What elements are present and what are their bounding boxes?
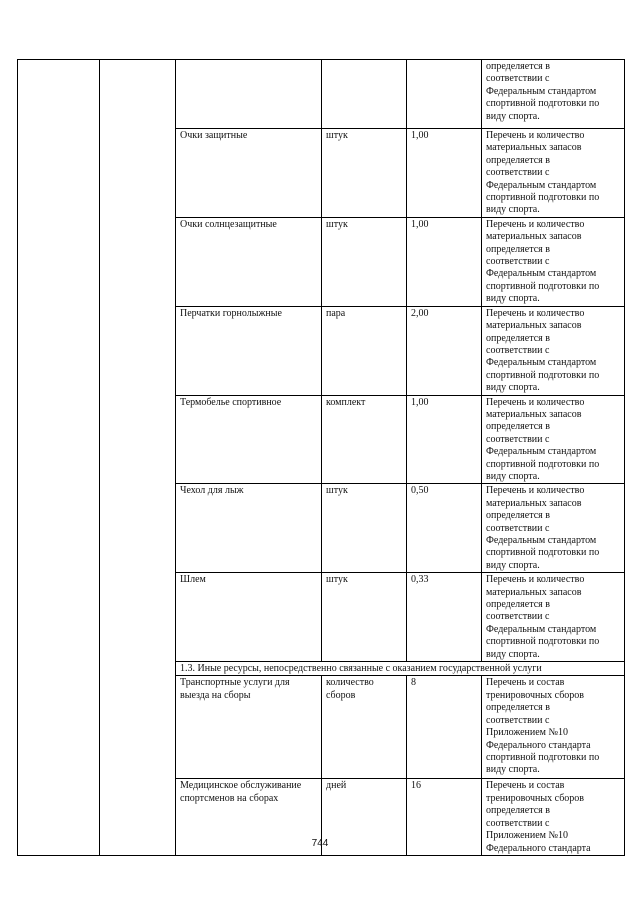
item-unit: штук [322,129,407,218]
row-group-cell [18,60,100,856]
item-name: Очки защитные [176,129,322,218]
item-note: Перечень и количество материальных запасов определяется в соответствии с Федеральным стандартом спортивной подготовки по виду спорта. [482,217,625,306]
item-name [176,60,322,129]
item-name: Очки солнцезащитные [176,217,322,306]
row-subgroup-cell [100,60,176,856]
page-number: 744 [311,838,329,849]
item-unit: штук [322,217,407,306]
resources-table [17,59,625,856]
item-name: Чехол для лыж [176,484,322,573]
item-quantity: 1,00 [407,395,482,484]
table-row [18,60,625,129]
item-unit: комплект [322,395,407,484]
item-unit: штук [322,484,407,573]
item-quantity: 2,00 [407,306,482,395]
item-note: Перечень и состав тренировочных сборов определяется в соответствии с Приложением №10 Федерального стандарта [482,779,625,855]
resources-table-body [18,60,625,856]
item-name: Транспортные услуги для выезда на сборы [176,676,322,779]
item-quantity: 0,33 [407,573,482,662]
section-heading: 1.3. Иные ресурсы, непосредственно связанные с оказанием государственной услуги [176,662,625,676]
item-unit: пара [322,306,407,395]
item-name: Шлем [176,573,322,662]
item-note: Перечень и количество материальных запасов определяется в соответствии с Федеральным стандартом спортивной подготовки по виду спорта. [482,129,625,218]
item-unit: количество сборов [322,676,407,779]
item-note: Перечень и количество материальных запасов определяется в соответствии с Федеральным стандартом спортивной подготовки по виду спорта. [482,395,625,484]
item-quantity: 16 [407,779,482,855]
item-unit: штук [322,573,407,662]
item-quantity: 1,00 [407,129,482,218]
item-name: Перчатки горнолыжные [176,306,322,395]
item-note: Перечень и количество материальных запасов определяется в соответствии с Федеральным стандартом спортивной подготовки по виду спорта. [482,484,625,573]
item-name: Медицинское обслуживание спортсменов на сборах [176,779,322,855]
item-unit: дней [322,779,407,855]
item-note: Перечень и количество материальных запасов определяется в соответствии с Федеральным стандартом спортивной подготовки по виду спорта. [482,306,625,395]
item-unit [322,60,407,129]
item-note: определяется в соответствии с Федеральным стандартом спортивной подготовки по виду спорта. [482,60,625,129]
item-quantity: 8 [407,676,482,779]
item-quantity: 1,00 [407,217,482,306]
item-note: Перечень и состав тренировочных сборов определяется в соответствии с Приложением №10 Федерального стандарта спортивной подготовки по виду спорта. [482,676,625,779]
item-name: Термобелье спортивное [176,395,322,484]
item-quantity: 0,50 [407,484,482,573]
item-note: Перечень и количество материальных запасов определяется в соответствии с Федеральным стандартом спортивной подготовки по виду спорта. [482,573,625,662]
item-quantity [407,60,482,129]
